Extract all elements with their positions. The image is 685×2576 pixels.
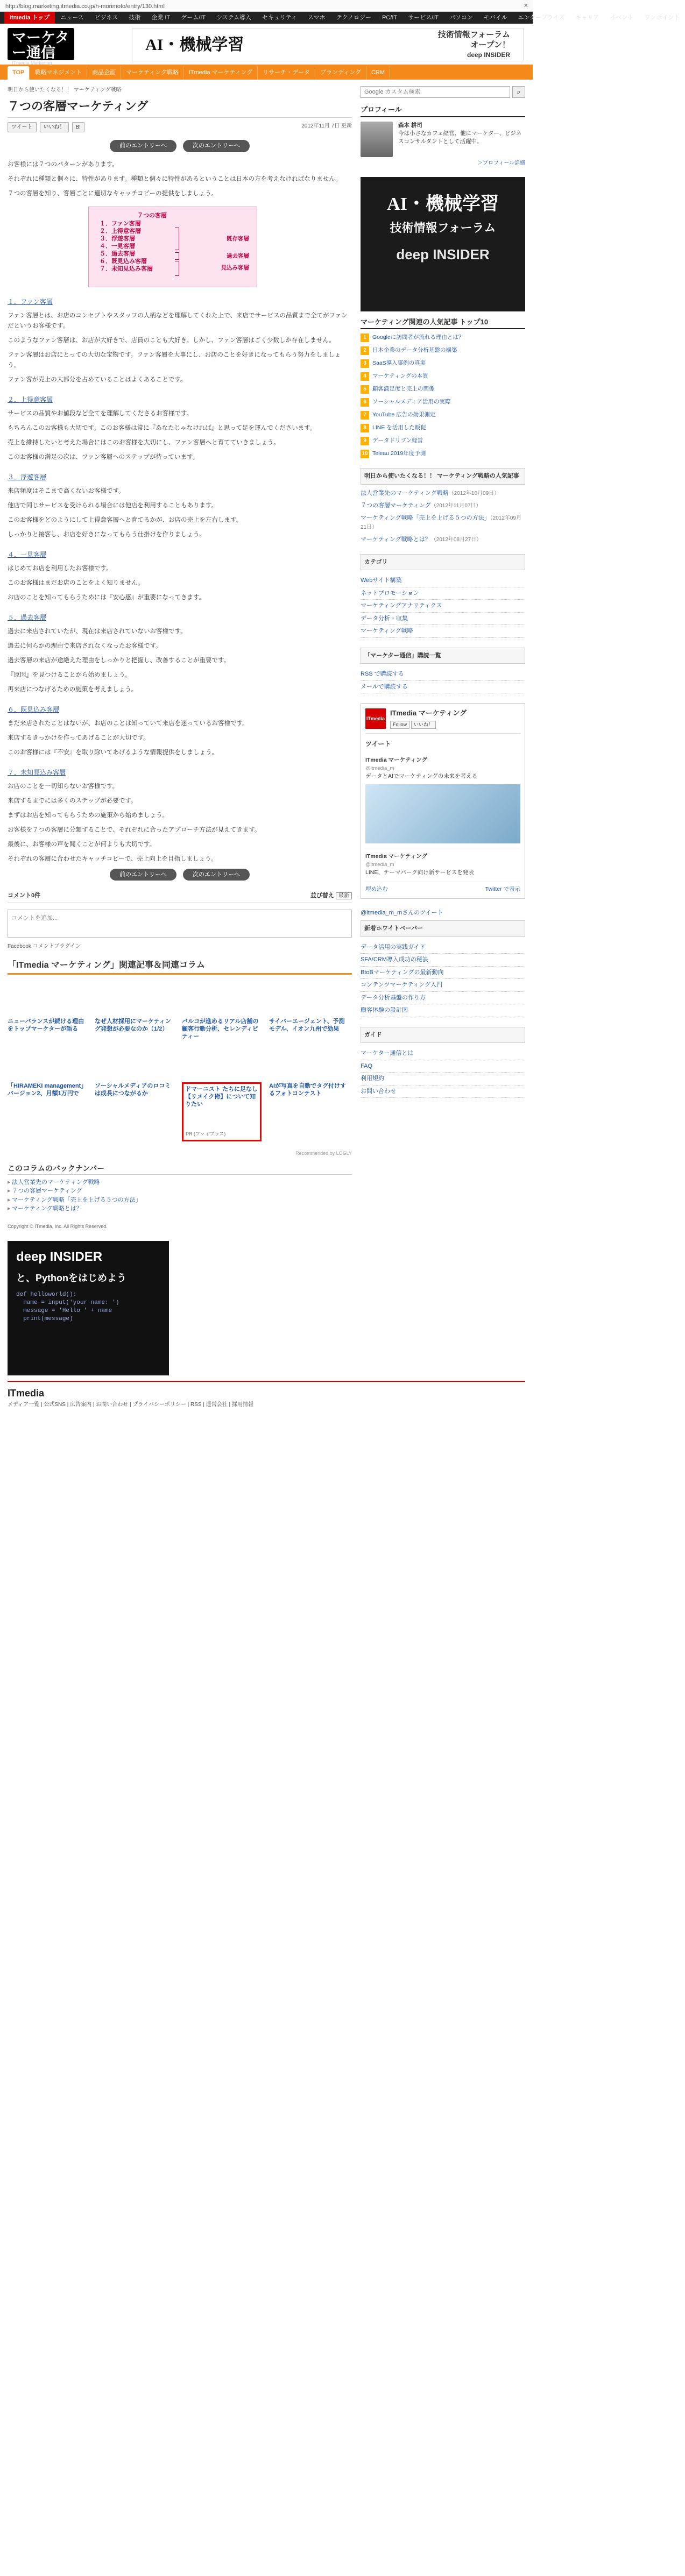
rank-number: 2	[361, 346, 369, 355]
newrelease-list	[361, 941, 525, 1017]
itnav-item[interactable]: キャリア	[575, 15, 599, 21]
ranking-item[interactable]	[361, 450, 525, 458]
outro-paragraph: それぞれの客層に合わせたキャッチコピーで、売上向上を目指しましょう。	[8, 855, 217, 862]
backnumbers	[8, 1163, 352, 1214]
guide-item[interactable]: マーケター通信とは	[361, 1047, 525, 1060]
avatar	[361, 122, 393, 157]
section-paragraph: このお客様の満足の次は、ファン客層へのステップが待っています。	[8, 453, 199, 460]
section-paragraph: もちろんこのお客様も大切です。このお客様は常に『あなたじゃなければ』と思って足を運んでくださいます。	[8, 424, 316, 431]
footer-block	[0, 1241, 533, 1413]
category-item[interactable]: マーケティングアナリティクス	[361, 600, 525, 613]
tweet[interactable]	[365, 848, 520, 882]
section-paragraph: このお客様をどのようにして上得意客層へと育てるかが、お店の売上を左右します。	[8, 516, 243, 523]
footer-logo[interactable]: ITmedia	[8, 1388, 45, 1399]
prev-entry-button[interactable]: 前のエントリーへ	[110, 869, 176, 881]
ranking-title: マーケティング関連の人気記事 トップ10	[361, 317, 525, 330]
profile-title: プロフィール	[361, 104, 525, 117]
figure-item: ２．上得意客層	[100, 228, 141, 235]
group-label: 既存客層	[227, 235, 249, 242]
ranking-item[interactable]	[361, 333, 525, 342]
ranking-item[interactable]	[361, 359, 525, 368]
rank-text: LINE を活用した販促	[372, 424, 426, 431]
section-paragraph: 過去客層の来店が途絶えた理由をしっかりと把握し、改善することが重要です。	[8, 657, 230, 664]
related-card-title: 「HIRAMEKI management」バージョン2、月額1万円で	[8, 1083, 87, 1097]
ranking-item[interactable]	[361, 411, 525, 420]
rank-number: 8	[361, 424, 369, 432]
itnav-item[interactable]: セキュリティ	[262, 15, 297, 21]
section-heading: ４．一見客層	[8, 550, 47, 558]
itnav-item[interactable]: システム導入	[216, 15, 251, 21]
guide-item[interactable]: お問い合わせ	[361, 1085, 525, 1098]
section-paragraph: 『原因』を見つけることから始めましょう。	[8, 671, 131, 678]
itmedia-logo: ITmedia	[365, 708, 386, 729]
rank-number: 6	[361, 398, 369, 407]
related-card-title: サイバーエージェント、予測モデル、イオン九州で効果	[269, 1018, 345, 1032]
category-title: カテゴリ	[361, 554, 525, 571]
section-paragraph: 来店頻度はそこまで高くないお客様です。	[8, 487, 125, 494]
related-card-title: なぜ人材採用にマーケティング発想が必要なのか（1/2）	[95, 1018, 171, 1032]
logo-sub: ITmedia Marketing	[12, 60, 52, 66]
popular-date: （2012年11月07日）	[430, 502, 482, 509]
embed-link[interactable]: 埋め込む	[365, 885, 388, 892]
rank-text: SaaS導入事例の真実	[372, 360, 426, 366]
section-paragraph: ファン客が売上の大部分を占めていることはよくあることです。	[8, 376, 187, 383]
related-card[interactable]	[95, 1018, 174, 1077]
rss-title: 「マーケター通信」購読一覧	[361, 648, 525, 664]
sort-control	[310, 891, 352, 900]
related-card[interactable]	[269, 1018, 349, 1077]
like-button[interactable]: いいね！	[40, 122, 69, 132]
related-grid	[8, 1018, 352, 1141]
related-card[interactable]	[8, 1018, 87, 1077]
category-list	[361, 574, 525, 638]
copyright: Copyright © ITmedia, Inc. All Rights Reserved.	[8, 1223, 108, 1229]
rank-text: データドリブン経営	[372, 437, 423, 444]
outro-paragraph: 最後に、お客様の声を聞くことが何よりも大切です。	[8, 841, 156, 848]
sort-label: 並び替え	[310, 892, 334, 899]
related-articles	[8, 959, 352, 1158]
share-bar	[8, 122, 352, 132]
newrelease-widget	[361, 920, 525, 1017]
popular-date: （2012年10月09日）	[448, 490, 500, 496]
like-page-button[interactable]: いいね！	[411, 721, 436, 729]
category-item[interactable]: マーケティング戦略	[361, 625, 525, 638]
figure-item: ５．過去客層	[100, 250, 135, 257]
related-card-title: バルコが進めるリアル店舗の顧客行動分析、セレンディピティー	[182, 1018, 259, 1040]
intro-paragraph: ７つの客層を知り、客層ごとに適切なキャッチコピーの提供をしましょう。	[8, 190, 218, 197]
facebook-plugin-label[interactable]: Facebook コメントプラグイン	[8, 943, 81, 949]
related-card-title: ドマーニスト たちに足なし【リメイク術】について知りたい	[185, 1086, 258, 1108]
itnav-item[interactable]: パソコン	[449, 15, 473, 21]
tweet-handle: @itmedia_m	[365, 765, 394, 771]
pager-bottom	[8, 869, 352, 881]
rank-text: Teleau 2019年度予測	[372, 450, 426, 457]
ranking-widget	[361, 317, 525, 459]
section-heading: ６．既見込み客層	[8, 705, 60, 713]
bracket	[175, 252, 179, 260]
popular-date: （2012年09月21日）	[361, 515, 522, 530]
itnav-item[interactable]: ゲーム/IT	[181, 15, 206, 21]
bottom-ad-title: deep INSIDER	[16, 1250, 103, 1264]
popular-link[interactable]: マーケティング戦略「売上を上げる５つの方法」	[361, 514, 490, 521]
popular-link[interactable]: ７つの客層マーケティング	[361, 502, 431, 509]
popular-item	[361, 501, 525, 510]
itnav-item[interactable]: テクノロジー	[336, 15, 371, 21]
popular-list	[361, 489, 525, 544]
rank-number: 10	[361, 450, 369, 458]
search-input[interactable]	[361, 86, 510, 98]
intro-paragraph: お客様には７つのパターンがあります。	[8, 161, 118, 168]
hatena-button[interactable]: B!	[72, 122, 84, 132]
guide-item[interactable]: 利用規約	[361, 1073, 525, 1085]
guide-title: ガイド	[361, 1027, 525, 1044]
category-widget	[361, 554, 525, 638]
page-title: ７つの客層マーケティング	[8, 97, 352, 118]
group-label: 過去客層	[227, 252, 249, 259]
section-heading: ３．浮遊客層	[8, 473, 47, 481]
itnav-item[interactable]: エンタープライズ	[518, 15, 565, 21]
top-banner-ad[interactable]	[132, 28, 524, 61]
search-box	[361, 86, 525, 98]
banner-line3: deep INSIDER	[467, 51, 510, 59]
rank-text: マーケティングの本質	[372, 373, 428, 379]
section-paragraph: 来店するきっかけを作ってあげることが大切です。	[8, 734, 150, 741]
group-label: 見込み客層	[221, 264, 249, 271]
backnumber-item[interactable]: ▸ ７つの客層マーケティング	[8, 1187, 352, 1196]
guide-widget	[361, 1027, 525, 1098]
tweet-handle: @itmedia_m	[365, 861, 394, 868]
outro	[8, 825, 352, 864]
banner-line2: オープン！	[470, 40, 510, 49]
side-banner-l2: 技術情報フォーラム	[390, 221, 496, 235]
figure-heading: ７つの客層	[137, 212, 167, 219]
twitter-account-name[interactable]: ITmedia マーケティング	[390, 709, 467, 717]
related-card-title: ソーシャルメディアのロコミは成長につながるか	[95, 1083, 171, 1097]
section-paragraph: まずはお店を知ってもらうための施策から始めましょう。	[8, 812, 168, 819]
itnav-item[interactable]: itmedia トップ	[4, 12, 55, 24]
tweet[interactable]	[365, 752, 520, 848]
ranking-item[interactable]	[361, 398, 525, 407]
figure-item: ７．未知見込み客層	[100, 265, 153, 272]
section-paragraph: 再来店につなげるための施策を考えましょう。	[8, 686, 138, 693]
bottom-ad-code: def helloworld(): name = input('your name: ') message = 'Hello ' + name print(message)	[16, 1291, 119, 1322]
backnumber-item[interactable]: ▸ マーケティング戦略「売上を上げる５つの方法」	[8, 1196, 352, 1205]
section-paragraph: このようなファン客層は、お店が大好きで、店員のことも大好き。しかし、ファン客層はごく少数しか存在しません。	[8, 337, 336, 344]
profile-widget	[361, 104, 525, 167]
bracket	[175, 261, 179, 276]
catnav-item[interactable]: TOP	[8, 66, 30, 80]
rank-number: 9	[361, 437, 369, 445]
rank-number: 3	[361, 359, 369, 368]
figure-item: ３．浮遊客層	[100, 235, 135, 242]
rss-list	[361, 668, 525, 693]
recommended-by[interactable]: Recommended by LOGLY	[295, 1151, 352, 1156]
post-date: 2012年11月 7日 更新	[301, 123, 352, 129]
catnav-item[interactable]: マーケティング戦略	[121, 66, 184, 80]
itnav-item[interactable]: サービス/IT	[408, 15, 439, 21]
category-item[interactable]: ネットプロモーション	[361, 587, 525, 600]
section-paragraph: まだ来店されたことはないが、お店のことは知っていて来店を迷っているお客様です。	[8, 720, 249, 727]
page-url[interactable]: http://blog.marketing.itmedia.co.jp/h-morimoto/entry/130.html	[5, 3, 165, 10]
related-card[interactable]	[182, 1018, 262, 1077]
popular-item	[361, 535, 525, 544]
related-card[interactable]	[269, 1082, 349, 1141]
close-icon[interactable]: ✕	[523, 3, 528, 9]
newrelease-item[interactable]: コンテンツマーケティング入門	[361, 979, 525, 992]
figure-item: ６．既見込み客層	[100, 258, 147, 265]
ranking-item[interactable]	[361, 385, 525, 394]
article-body	[8, 160, 352, 864]
sidebar	[361, 86, 525, 1230]
prev-entry-button[interactable]: 前のエントリーへ	[110, 140, 176, 152]
rank-number: 1	[361, 333, 369, 342]
newrelease-item[interactable]: 顧客体験の設計図	[361, 1004, 525, 1017]
rank-number: 5	[361, 385, 369, 394]
tweet-text: データとAIでマーケティングの未来を考える	[365, 773, 478, 780]
comment-input[interactable]	[8, 910, 352, 938]
follow-button[interactable]: Follow	[390, 721, 409, 729]
site-logo[interactable]	[8, 28, 74, 66]
tweet-user: ITmedia マーケティング	[365, 757, 427, 764]
category-item[interactable]: データ分析・収集	[361, 613, 525, 626]
section-heading: ２．上得意客層	[8, 395, 53, 403]
profile-name: 森本 耕司	[398, 122, 422, 129]
backnumber-item[interactable]: ▸ 法人営業先のマーケティング戦略	[8, 1178, 352, 1187]
intro-paragraph: それぞれに種類と個々に、特性があります。種類と個々に特性があるということは日本の方を考えなければなりません。	[8, 175, 342, 182]
ranking-item[interactable]	[361, 437, 525, 445]
rss-item[interactable]: メールで購読する	[361, 681, 525, 694]
related-title: 「ITmedia マーケティング」関連記事＆同連コラム	[8, 959, 352, 975]
rank-text: Googleに訪問者が流れる理由とは？	[372, 334, 464, 340]
related-card[interactable]	[95, 1082, 174, 1141]
bottom-ad-sub: と、Pythonをはじめよう	[16, 1273, 126, 1283]
section-paragraph: はじめてお店を利用したお客様です。	[8, 565, 112, 572]
pager-top	[8, 140, 352, 152]
section-paragraph: しっかりと接客し、お店を好きになってもらう仕掛けを作りましょう。	[8, 531, 206, 538]
breadcrumb[interactable]: 明日から使いたくなる！！ マーケティング戦略	[8, 87, 122, 93]
related-card[interactable]	[8, 1082, 87, 1141]
side-banner-ad[interactable]	[361, 177, 525, 311]
customer-segment-figure	[88, 207, 257, 287]
bottom-ad[interactable]	[8, 1241, 169, 1375]
popular-link[interactable]: 法人営業先のマーケティング戦略	[361, 489, 449, 496]
sort-select[interactable]: 最新	[336, 892, 352, 899]
section-heading: ７．未知見込み客層	[8, 768, 66, 776]
newrelease-title: 新着ホワイトペーパー	[361, 920, 525, 937]
bracket	[175, 228, 179, 250]
figure-item: １．ファン客層	[100, 220, 141, 227]
popular-widget	[361, 468, 525, 544]
backnumbers-title: このコラムのバックナンバー	[8, 1163, 352, 1175]
profile-text: 今は小さなカフェ経営、他にマーケター、ビジネスコンサルタントとして活躍中。	[398, 130, 522, 145]
twitter-follow-link[interactable]: @itmedia_m_mさんのツイート	[361, 909, 443, 916]
rank-text: 顧客満足度と売上の関係	[372, 386, 435, 392]
section-paragraph: お店のことを知ってもらうためには『安心感』が重要になってきます。	[8, 594, 206, 601]
itnav-item[interactable]: モバイル	[483, 15, 507, 21]
guide-item[interactable]: FAQ	[361, 1060, 525, 1073]
newrelease-item[interactable]: データ活用の実践ガイド	[361, 941, 525, 954]
popular-date: （2012年08月27日）	[430, 536, 482, 543]
section-paragraph: このお客様には『不安』を取り除いてあげるような情報提供をしましょう。	[8, 749, 218, 756]
tweet-button[interactable]: ツイート	[8, 122, 37, 132]
address-bar	[0, 0, 533, 12]
popular-item	[361, 489, 525, 498]
section-paragraph: 売上を維持したいと考えた場合にはこのお客様を大切にし、ファン客層へと育てていきましょう。	[8, 439, 280, 446]
popular-link[interactable]: マーケティング戦略とは？	[361, 536, 431, 543]
backnumbers-list	[8, 1178, 352, 1214]
rank-number: 7	[361, 411, 369, 420]
itnav-item[interactable]: ワンポイント	[644, 15, 680, 21]
outro-paragraph: お客様を７つの客層に分類することで、それぞれに合ったアプローチ方法が見えてきます。	[8, 826, 261, 833]
section-paragraph: 他店で同じサービスを受けられる場合には他店を利用することもあります。	[8, 502, 218, 509]
related-card[interactable]	[182, 1082, 262, 1141]
next-entry-button[interactable]: 次のエントリーへ	[183, 869, 250, 881]
ranking-item[interactable]	[361, 424, 525, 432]
popular-title: 明日から使いたくなる！！ マーケティング戦略の人気記事	[361, 468, 525, 485]
site-footer	[8, 1381, 525, 1413]
ranking-item[interactable]	[361, 346, 525, 355]
rank-text: YouTube 広告の効果測定	[372, 411, 436, 418]
ranking-list	[361, 333, 525, 458]
header	[0, 24, 533, 65]
banner-headline: AI・機械学習	[145, 36, 244, 54]
side-banner-l1: AI・機械学習	[387, 194, 499, 214]
category-item[interactable]: Webサイト構築	[361, 574, 525, 587]
comments	[8, 891, 352, 950]
itnav-item[interactable]: 企業 IT	[151, 15, 171, 21]
section-heading: １．ファン客層	[8, 297, 53, 306]
footer-links[interactable]: メディア一覧 | 公式SNS | 広告案内 | お問い合わせ | プライバシーポリシー | RSS | 運営会社 | 採用情報	[8, 1402, 253, 1408]
tweet-user: ITmedia マーケティング	[365, 853, 427, 860]
comments-header	[8, 891, 352, 903]
banner-line1: 技術情報フォーラム	[437, 30, 510, 39]
itmedia-nav	[0, 12, 680, 24]
next-entry-button[interactable]: 次のエントリーへ	[183, 140, 250, 152]
rss-item[interactable]: RSS で購読する	[361, 668, 525, 681]
rank-text: 日本企業のデータ分析基盤の構築	[372, 347, 457, 353]
catnav-item[interactable]: ブランディング	[315, 66, 366, 80]
section-paragraph: ファン客層はお店にとっての大切な宝物です。ファン客層を大事にし、お店のことを好きになってもらう努力をしましょう。	[8, 351, 341, 368]
rank-text: ソーシャルメディア活用の実際	[372, 399, 451, 405]
catnav-item[interactable]: リサーチ・データ	[258, 66, 315, 80]
newrelease-item[interactable]: BtoBマーケティングの最新動向	[361, 967, 525, 980]
popular-item	[361, 514, 525, 532]
category-nav	[0, 65, 533, 80]
main-column	[8, 86, 352, 1230]
side-banner-l3: deep INSIDER	[396, 246, 490, 262]
ranking-item[interactable]	[361, 372, 525, 381]
catnav-item[interactable]: CRM	[366, 66, 390, 80]
view-on-twitter-link[interactable]: Twitter で表示	[485, 885, 520, 892]
itnav-item[interactable]: 技術	[129, 15, 141, 21]
related-card-title: AIが写真を自動でタグ付けするフォトコンテスト	[269, 1083, 346, 1097]
banner-right	[438, 30, 510, 60]
comment-count: コメント0件	[8, 892, 41, 899]
tweet-image	[365, 784, 520, 843]
section-paragraph: 来店するまでには多くのステップが必要です。	[8, 797, 137, 804]
section-paragraph: このお客様はまだお店のことをよく知りません。	[8, 579, 144, 586]
catnav-item[interactable]: 戦略マネジメント	[30, 66, 87, 80]
profile-more-link[interactable]: ＞プロフィール詳細	[477, 160, 525, 166]
itnav-item[interactable]: ビジネス	[94, 15, 118, 21]
section-paragraph: 過去に何らかの理由で来店されなくなったお客様です。	[8, 642, 162, 649]
itnav-item[interactable]: スマホ	[307, 15, 326, 21]
section-paragraph: お店のことを一切知らないお客様です。	[8, 783, 119, 790]
guide-list	[361, 1047, 525, 1098]
logo-main: マーケター通信	[12, 30, 69, 61]
backnumber-item[interactable]: ▸ マーケティング戦略とは？	[8, 1204, 352, 1214]
rank-number: 4	[361, 372, 369, 381]
tweets-label: ツイート	[365, 740, 391, 748]
newrelease-item[interactable]: データ分析基盤の作り方	[361, 992, 525, 1005]
section-paragraph: 過去に来店されていたが、現在は来店されていないお客様です。	[8, 628, 187, 635]
figure-item: ４．一見客層	[100, 243, 135, 250]
itnav-item[interactable]: PC/IT	[382, 15, 398, 21]
section-paragraph: ファン客層とは、お店のコンセプトやスタッフの人柄などを理解してくれた上で、来店でサービスの品質まで全てがファンだというお客様です。	[8, 312, 348, 329]
newrelease-item[interactable]: SFA/CRM導入成功の秘訣	[361, 954, 525, 967]
related-card-title: ニューバランスが続ける理由をトップマーケターが語る	[8, 1018, 84, 1032]
search-icon[interactable]: ⌕	[512, 86, 525, 98]
itnav-item[interactable]: ニュース	[60, 15, 84, 21]
section-heading: ５．過去客層	[8, 613, 47, 621]
tweet-text: LINE、テーマパーク向け新サービスを発表	[365, 869, 474, 876]
catnav-item[interactable]: ITmedia マーケティング	[184, 66, 258, 80]
section-paragraph: サービスの品質やお値段など全てを理解してくださるお客様です。	[8, 410, 193, 417]
rss-widget	[361, 648, 525, 694]
catnav-item[interactable]: 商品企画	[87, 66, 121, 80]
sponsor-label: PR (ファイブラス)	[186, 1131, 226, 1137]
itnav-item[interactable]: イベント	[610, 15, 634, 21]
sections	[8, 297, 352, 821]
twitter-widget	[361, 703, 525, 899]
